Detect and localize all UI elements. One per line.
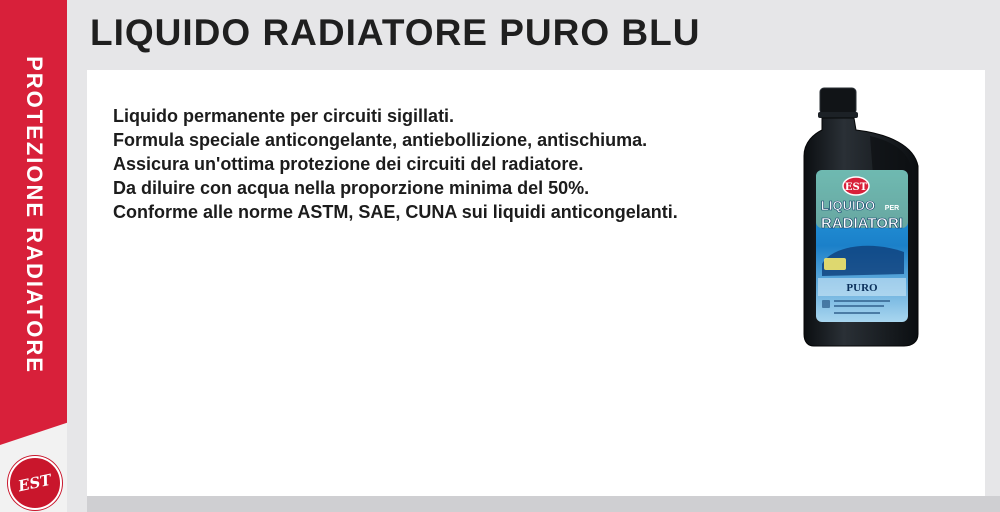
description-line: Conforme alle norme ASTM, SAE, CUNA sui liquidi anticongelanti. bbox=[113, 202, 678, 222]
bottle-label-logo-text: EST bbox=[844, 182, 868, 193]
panel-shadow bbox=[87, 496, 1000, 512]
product-description bbox=[113, 104, 678, 224]
bottle-label-per: PER bbox=[884, 205, 900, 212]
product-bottle-image bbox=[800, 86, 932, 348]
bottle-label-title-2: RADIATORI bbox=[821, 215, 903, 232]
sidebar bbox=[0, 0, 67, 512]
category-label: PROTEZIONE RADIATORE bbox=[21, 56, 47, 374]
bottle-cap bbox=[820, 88, 856, 114]
page-title: LIQUIDO RADIATORE PURO BLU bbox=[90, 12, 701, 53]
description-line: Formula speciale anticongelante, antiebollizione, antischiuma. bbox=[113, 130, 648, 150]
brand-logo bbox=[8, 456, 62, 510]
bottle-label-title-1: LIQUIDO bbox=[820, 198, 876, 213]
category-ribbon-text-wrap bbox=[0, 0, 67, 430]
brand-logo-text: EST bbox=[16, 470, 54, 496]
description-line: Liquido permanente per circuiti sigillati. bbox=[113, 106, 455, 126]
description-line: Da diluire con acqua nella proporzione minima del 50%. bbox=[113, 178, 590, 198]
description-line: Assicura un'ottima protezione dei circuiti del radiatore. bbox=[113, 154, 584, 174]
bottle-label-variant: PURO bbox=[846, 282, 878, 294]
